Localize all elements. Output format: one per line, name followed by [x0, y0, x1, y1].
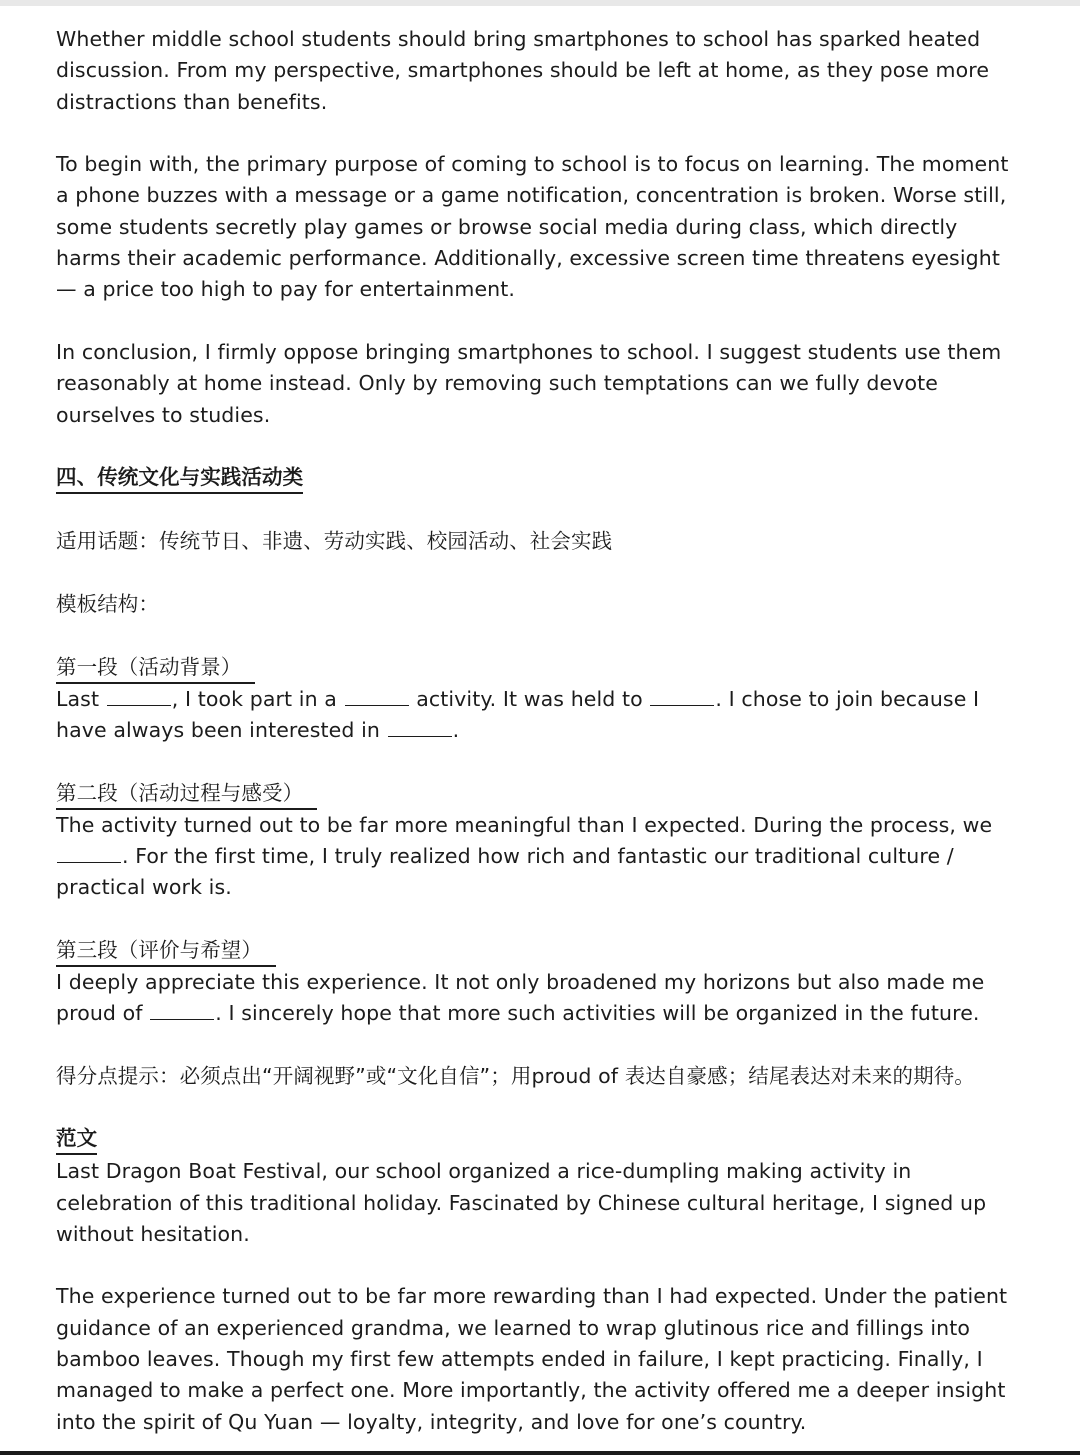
para1-heading: 第一段（活动背景）	[56, 653, 255, 684]
para1-template	[56, 684, 1016, 747]
essay-paragraph-1: Whether middle school students should bring smartphones to school has sparked heated discussion. From my perspective, smartphones should be left at home, as they pose more distractions than benefits.	[56, 27, 990, 114]
section-heading: 四、传统文化与实践活动类	[56, 462, 303, 494]
fill-blank	[345, 687, 409, 706]
para3-template	[56, 967, 1016, 1030]
spacer	[56, 746, 1016, 777]
para2-heading-row	[56, 778, 1016, 810]
para3-heading: 第三段（评价与希望）	[56, 936, 276, 967]
para3-heading-row	[56, 935, 1016, 967]
fill-blank	[107, 687, 171, 706]
spacer	[56, 1092, 1016, 1123]
para1-text-1: Last	[56, 686, 106, 711]
fill-blank	[388, 718, 452, 737]
para2-text-1: The activity turned out to be far more meaningful than I expected. During the process, we	[56, 812, 993, 837]
fill-blank	[57, 844, 121, 863]
sample-paragraph-2: The experience turned out to be far more rewarding than I had expected. Under the patient guidance of an experienced grandma, we learned to wrap glutinous rice and fillings into bamboo leaves. Though my first few attempts ended in failure, I kept practicing. Finally, I managed to make a perfect one. More importantly, the activity offered me a deeper insight into the spirit of Qu Yuan — loyalty, integrity, and love for one’s country.	[56, 1284, 1008, 1434]
top-edge	[0, 0, 1080, 6]
spacer	[56, 1250, 1016, 1281]
para2-template	[56, 810, 1016, 904]
sample-heading-row	[56, 1123, 1016, 1156]
scoring-tips: 得分点提示：必须点出“开阔视野”或“文化自信”；用proud of 表达自豪感；结尾表达对未来的期待。	[56, 1063, 975, 1088]
para1-text-3: activity. It was held to	[409, 686, 650, 711]
para2-text-2: . For the first time, I truly realized how rich and fantastic our traditional culture / practical work is.	[56, 843, 954, 900]
para1-text-2: , I took part in a	[171, 686, 344, 711]
fill-blank	[150, 1001, 214, 1020]
para3-text-1: I deeply appreciate this experience. It not only broadened my horizons but also made me proud of	[56, 969, 985, 1026]
spacer	[56, 903, 1016, 934]
document-page	[56, 24, 1016, 1438]
section-heading-row	[56, 462, 1016, 495]
essay-paragraph-2: To begin with, the primary purpose of coming to school is to focus on learning. The moment a phone buzzes with a message or a game notification, concentration is broken. Worse still, some students secretly play games or browse social media during class, which directly harms their academic performance. Additionally, excessive screen time threatens eyesight — a price too high to pay for entertainment.	[56, 152, 1009, 302]
spacer	[56, 431, 1016, 462]
para1-text-4: . I chose to join because I have always been interested in	[56, 686, 980, 742]
sample-heading: 范文	[56, 1123, 97, 1155]
spacer	[56, 558, 1016, 589]
para2-heading: 第二段（活动过程与感受）	[56, 779, 317, 810]
spacer	[56, 1029, 1016, 1060]
fill-blank	[650, 687, 714, 706]
spacer	[56, 306, 1016, 337]
para3-text-2: . I sincerely hope that more such activities will be organized in the future.	[215, 1001, 980, 1026]
para1-text-5: .	[452, 717, 460, 742]
para1-heading-row	[56, 652, 1016, 684]
essay-paragraph-3: In conclusion, I firmly oppose bringing smartphones to school. I suggest students use them reasonably at home instead. Only by removing such temptations can we fully devote ourselves to studies.	[56, 339, 1002, 427]
topics-line: 适用话题：传统节日、非遗、劳动实践、校园活动、社会实践	[56, 529, 613, 554]
structure-label: 模板结构：	[56, 592, 159, 617]
bottom-edge	[0, 1451, 1080, 1455]
spacer	[56, 495, 1016, 526]
spacer	[56, 620, 1016, 651]
spacer	[56, 118, 1016, 149]
sample-paragraph-1: Last Dragon Boat Festival, our school organized a rice-dumpling making activity in celebration of this traditional holiday. Fascinated by Chinese cultural heritage, I signed up without hesitation.	[56, 1159, 987, 1246]
